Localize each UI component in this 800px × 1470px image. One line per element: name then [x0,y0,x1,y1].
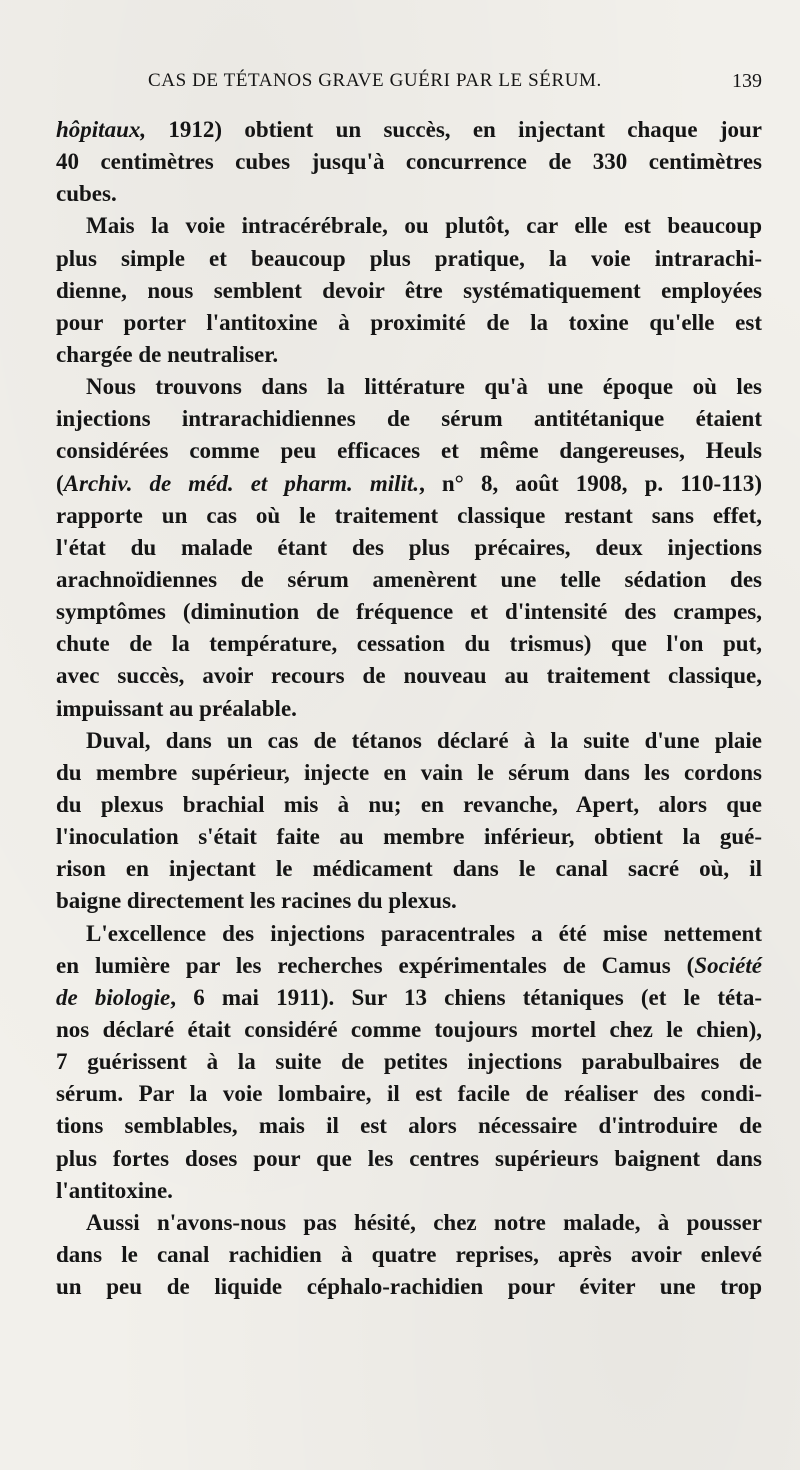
text-line: un peu de liquide céphalo-rachidien pour éviter une trop [56,1274,762,1300]
text-line: arachnoïdiennes de sérum amenèrent une telle sédation des [56,566,762,592]
text-line: L'excellence des injections paracentrales a été mise nettement [86,920,762,946]
text-line: plus fortes doses pour que les centres supérieurs baignent dans [56,1145,762,1171]
italic-citation: Société [694,952,762,978]
text-line: Aussi n'avons-nous pas hésité, chez notre malade, à pousser [86,1209,762,1235]
text-line: 7 guérissent à la suite de petites injections parabulbaires de [56,1049,762,1075]
running-head [60,66,760,102]
text-line: symptômes (diminution de fréquence et d'intensité des crampes, [56,599,762,625]
text-line: dans le canal rachidien à quatre reprises, après avoir enlevé [56,1241,762,1267]
text-line: rapporte un cas où le traitement classique restant sans effet, [56,502,762,528]
text-line: sérum. Par la voie lombaire, il est facile de réaliser des condi- [56,1081,762,1107]
text-line: Mais la voie intracérébrale, ou plutôt, car elle est beaucoup [86,213,762,239]
text-line: l'antitoxine. [56,1177,173,1203]
text-line: plus simple et beaucoup plus pratique, la voie intrarachi- [56,245,762,271]
text-line: l'inoculation s'était faite au membre inférieur, obtient la gué- [56,824,762,850]
text-line: rison en injectant le médicament dans le canal sacré où, il [56,856,762,882]
italic-citation: Archiv. de méd. et pharm. milit. [63,470,420,496]
text-line: baigne directement les racines du plexus. [56,888,457,914]
text-line: dienne, nous semblent devoir être systématiquement employées [56,277,762,303]
text-line: en lumière par les recherches expérimentales de Camus (Société [56,952,762,978]
italic-citation: hôpitaux, [56,117,147,142]
body-text [56,114,762,1303]
text-line: 40 centimètres cubes jusqu'à concurrence de 330 centimètres [56,149,762,175]
running-title: CAS DE TÉTANOS GRAVE GUÉRI PAR LE SÉRUM. [148,70,602,91]
text-line: l'état du malade étant des plus précaires, deux injections [56,534,762,560]
text-line: chargée de neutraliser. [56,341,279,367]
text-line: hôpitaux, 1912) obtient un succès, en injectant chaque jour [56,117,762,142]
text-line: tions semblables, mais il est alors nécessaire d'introduire de [56,1113,762,1139]
text-line: pour porter l'antitoxine à proximité de la toxine qu'elle est [56,309,762,335]
text-line: chute de la température, cessation du trismus) que l'on put, [56,631,762,657]
text-line: avec succès, avoir recours de nouveau au traitement classique, [56,663,762,689]
text-line: impuissant au préalable. [56,695,297,721]
text-line: (Archiv. de méd. et pharm. milit., n° 8, août 1908, p. 110-113) [56,470,763,496]
text-line: injections intrarachidiennes de sérum antitétanique étaient [56,406,762,432]
text-line: cubes. [56,181,117,207]
text-line: Nous trouvons dans la littérature qu'à une époque où les [86,374,762,400]
page-number: 139 [732,70,762,92]
text-line: nos déclaré était considéré comme toujours mortel chez le chien), [56,1016,762,1042]
text-line: Duval, dans un cas de tétanos déclaré à la suite d'une plaie [86,727,762,753]
text-line: du plexus brachial mis à nu; en revanche, Apert, alors que [56,791,762,817]
text-line: considérées comme peu efficaces et même dangereuses, Heuls [56,438,762,464]
italic-citation: de biologie [56,984,171,1010]
text-line: de biologie, 6 mai 1911). Sur 13 chiens tétaniques (et le téta- [56,984,763,1010]
text-line: du membre supérieur, injecte en vain le sérum dans les cordons [56,759,762,785]
